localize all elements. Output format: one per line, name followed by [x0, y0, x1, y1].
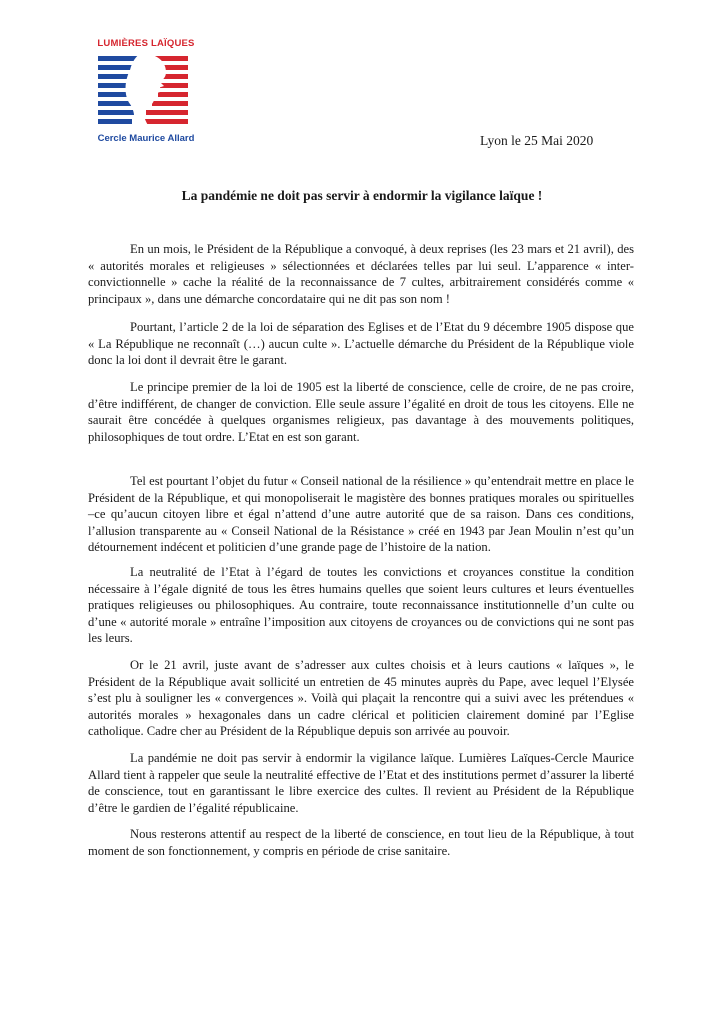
paragraph-8: Nous resterons attentif au respect de la liberté de conscience, en tout lieu de la République, à tout moment de son fonctionnement, y compris en période de crise sanitaire. [88, 827, 634, 858]
paragraph-1: En un mois, le Président de la République a convoqué, à deux reprises (les 23 mars et 21 avril), des « autorités morales et religieuses » sélectionnées et déclarées telles par lui seul. L’apparence « inter-convictionnelle » cache la réalité de la reconnaissance de 7 cultes, arbitrairement considérés comme « principaux », dans une démarche concordataire qui ne dit pas son nom ! [88, 242, 634, 306]
marianne-logo-icon [96, 52, 196, 132]
document-date: Lyon le 25 Mai 2020 [480, 133, 594, 148]
paragraph-7: La pandémie ne doit pas servir à endormir la vigilance laïque. Lumières Laïques-Cercle Maurice Allard tient à rappeler que seule la neutralité effective de l’Etat et des institutions permet d’assurer la liberté de conscience, tout en garantissant le libre exercice des cultes. Il revient au Président de la République d’être le gardien de l’égalité républicaine. [88, 751, 634, 815]
paragraph-5: La neutralité de l’Etat à l’égard de toutes les convictions et croyances constitue la condition nécessaire à l’égale dignité de tous les êtres humains quelles que soient leurs cultures et leurs éventuelles pratiques religieuses ou philosophiques. Au contraire, toute reconnaissance institutionnelle d’un culte ou d’une « autorité morale » entraîne l’imposition aux citoyens de croyances ou de convictions qui ne sont pas les leurs. [88, 565, 634, 646]
paragraph-3: Le principe premier de la loi de 1905 est la liberté de conscience, celle de croire, de ne pas croire, d’être indifférent, de changer de conviction. Elle seule assure l’égalité en droit de tous les citoyens. Elle ne saurait être concédée à quelques organismes religieux, pas davantage à des mouvements politiques, philosophiques de tout ordre. L’Etat en est son garant. [88, 380, 634, 444]
paragraph-4: Tel est pourtant l’objet du futur « Conseil national de la résilience » qu’entendrait mettre en place le Président de la République, et qui monopoliserait le magistère des bonnes pratiques morales ou spirituelles –ce qu’aucun citoyen libre et égal n’attend d’une autre autorité que de sa raison. Dans ces conditions, l’allusion transparente au « Conseil National de la Résistance » créé en 1943 par Jean Moulin n’est qu’un détournement indécent et politicien d’une grande page de l’histoire de la nation. [88, 474, 634, 555]
logo-top-text: LUMIÈRES LAÏQUES [97, 38, 195, 49]
logo-bottom-text: Cercle Maurice Allard [97, 133, 195, 144]
paragraph-6: Or le 21 avril, juste avant de s’adresser aux cultes choisis et à leurs cautions « laïques », le Président de la République avait sollicité un entretien de 45 minutes auprès du Pape, avec lequel l’Elysée s’est plu à souligner les « convergences ». Voilà qui plaçait la rencontre qui a suivi avec les prétendues « autorités morales » hexagonales dans un cadre clérical et politicien clairement dominé par l’Eglise catholique. Cadre cher au Président de la République depuis son arrivée au pouvoir. [88, 658, 634, 739]
document-title: La pandémie ne doit pas servir à endormir la vigilance laïque ! [181, 188, 543, 203]
paragraph-2: Pourtant, l’article 2 de la loi de séparation des Eglises et de l’Etat du 9 décembre 1905 dispose que « La République ne reconnaît (…) aucun culte ». L’actuelle démarche du Président de la République viole donc la loi dont il devrait être le garant. [88, 320, 634, 368]
organization-logo [96, 38, 196, 148]
